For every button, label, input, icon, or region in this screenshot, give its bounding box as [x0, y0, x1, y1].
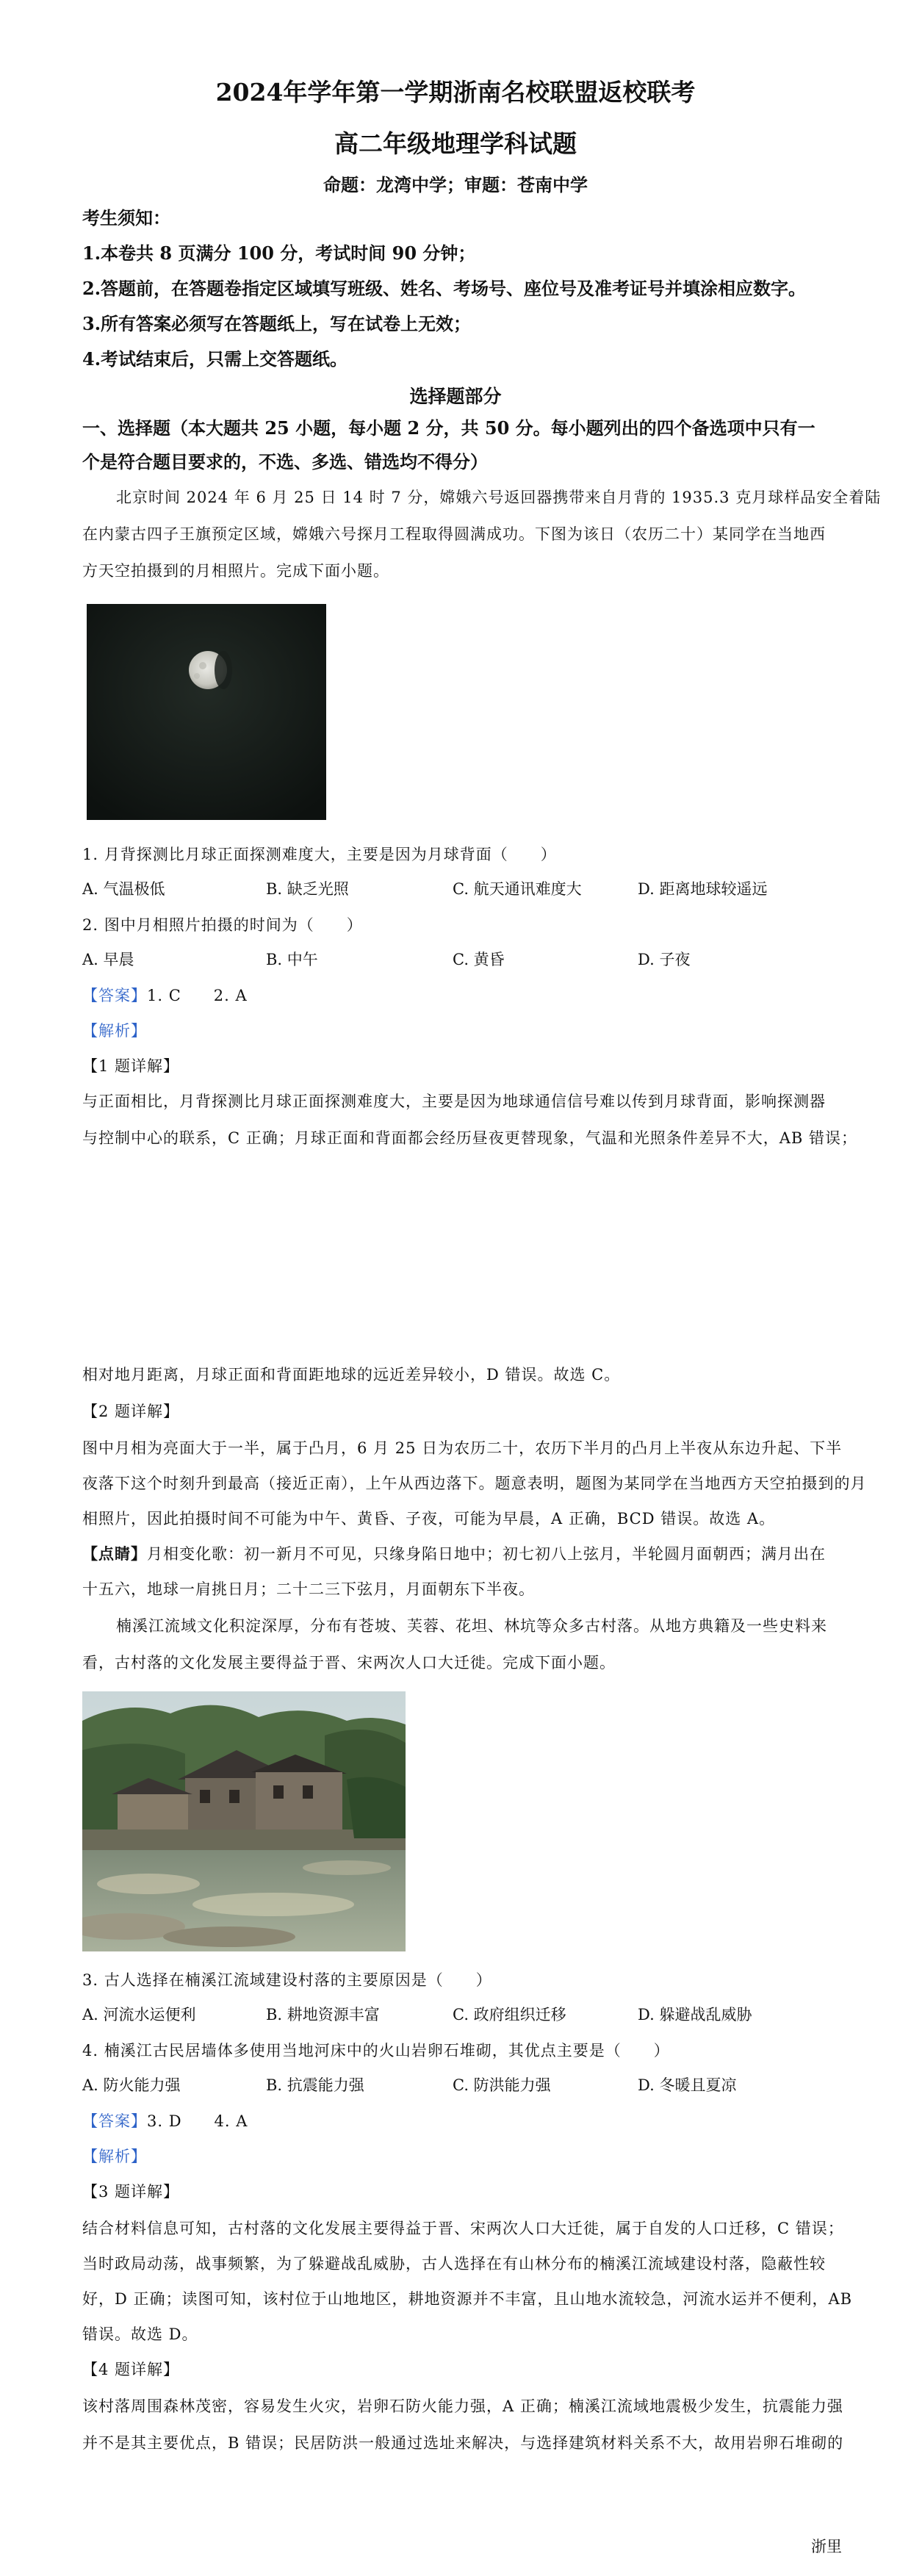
option-d: D. 躲避战乱威胁 [638, 2006, 752, 2023]
moon-photo [87, 604, 326, 820]
option-c: C. 航天通讯难度大 [453, 880, 582, 898]
option-a: A. 早晨 [82, 951, 134, 968]
village-photo [82, 1691, 406, 1951]
question-stem: 2. 图中月相照片拍摄的时间为（ ） [82, 916, 363, 934]
analysis-label: 【解析】 [82, 1022, 147, 1040]
detail-line: 错误。故选 D。 [82, 2325, 198, 2343]
detail-line: 好，D 正确；读图可知，该村位于山地地区，耕地资源并不丰富，且山地水流较急，河流水运并不便利，AB [82, 2290, 853, 2308]
tip-line: 十五六，地球一肩挑日月；二十二三下弦月，月面朝东下半夜。 [82, 1580, 535, 1598]
answer-label: 【答案】 [82, 987, 147, 1004]
tip-label: 【点睛】 [82, 1544, 147, 1563]
option-c: C. 黄昏 [453, 951, 505, 968]
tip-line [82, 1541, 839, 1566]
detail-line: 相对地月距离，月球正面和背面距地球的远近差异较小，D 错误。故选 C。 [82, 1366, 621, 1384]
detail-label: 【3 题详解】 [82, 2183, 180, 2201]
option-b: B. 抗震能力强 [266, 2076, 364, 2094]
question-stem: 1. 月背探测比月球正面探测难度大，主要是因为月球背面（ ） [82, 846, 557, 863]
option-b: B. 缺乏光照 [266, 880, 349, 898]
section-title: 选择题部分 [409, 386, 502, 407]
detail-label: 【2 题详解】 [82, 1403, 180, 1420]
detail-line: 相照片，因此拍摄时间不可能为中午、黄昏、子夜，可能为早晨，A 正确，BCD 错误。故选 A。 [82, 1510, 776, 1528]
detail-line: 该村落周围森林茂密，容易发生火灾，岩卵石防火能力强，A 正确；楠溪江流域地震极少发生，抗震能力强 [82, 2397, 843, 2415]
detail-label: 【1 题详解】 [82, 1057, 180, 1075]
detail-line: 与正面相比，月背探测比月球正面探测难度大，主要是因为地球通信信号难以传到月球背面，影响探测器 [82, 1093, 826, 1110]
notice-item: 4.考试结束后，只需上交答题纸。 [82, 348, 348, 370]
part-heading: 个是符合题目要求的，不选、多选、错选均不得分） [82, 451, 488, 472]
answer-line [82, 2109, 839, 2134]
notice-heading: 考生须知： [82, 207, 170, 229]
passage-line: 方天空拍摄到的月相照片。完成下面小题。 [82, 562, 389, 580]
question-stem: 4. 楠溪江古民居墙体多使用当地河床中的火山岩卵石堆砌，其优点主要是（ ） [82, 2042, 670, 2059]
passage-line: 楠溪江流域文化积淀深厚，分布有苍坡、芙蓉、花坦、林坑等众多古村落。从地方典籍及一些史料来 [116, 1617, 827, 1635]
answer-label: 【答案】 [82, 2112, 147, 2130]
option-d: D. 冬暖且夏凉 [638, 2076, 737, 2094]
option-d: D. 子夜 [638, 951, 691, 968]
detail-line: 并不是其主要优点，B 错误；民居防洪一般通过选址来解决，与选择建筑材料关系不大，故用岩卵石堆砌的 [82, 2434, 844, 2452]
detail-line: 结合材料信息可知，古村落的文化发展主要得益于晋、宋两次人口大迁徙，属于自发的人口迁移，C 错误； [82, 2220, 844, 2237]
exam-subtitle: 高二年级地理学科试题 [334, 129, 577, 158]
exam-authors: 命题：龙湾中学；审题：苍南中学 [323, 174, 588, 195]
tip-text: 月相变化歌：初一新月不可见，只缘身陷日地中；初七初八上弦月，半轮圆月面朝西；满月出在 [147, 1545, 826, 1563]
notice-item: 3.所有答案必须写在答题纸上，写在试卷上无效； [82, 313, 472, 334]
detail-line: 图中月相为亮面大于一半，属于凸月，6 月 25 日为农历二十，农历下半月的凸月上半夜从东边升起、下半 [82, 1439, 843, 1457]
answer-text: 3. D 4. A [147, 2112, 248, 2130]
passage-line: 北京时间 2024 年 6 月 25 日 14 时 7 分，嫦娥六号返回器携带来自月背的 1935.3 克月球样品安全着陆 [116, 489, 882, 506]
notice-item: 2.答题前，在答题卷指定区域填写班级、姓名、考场号、座位号及准考证号并填涂相应数字。 [82, 278, 807, 299]
page-footer: 浙里 [811, 2538, 842, 2555]
analysis-label: 【解析】 [82, 2148, 147, 2165]
option-a: A. 河流水运便利 [82, 2006, 196, 2023]
question-stem: 3. 古人选择在楠溪江流域建设村落的主要原因是（ ） [82, 1971, 492, 1989]
detail-line: 当时政局动荡，战事频繁，为了躲避战乱威胁，古人选择在有山林分布的楠溪江流域建设村落，隐蔽性较 [82, 2255, 826, 2273]
option-b: B. 中午 [266, 951, 318, 968]
detail-line: 与控制中心的联系，C 正确；月球正面和背面都会经历昼夜更替现象，气温和光照条件差异不大，AB 错误； [82, 1129, 858, 1147]
option-c: C. 政府组织迁移 [453, 2006, 566, 2023]
detail-label: 【4 题详解】 [82, 2361, 180, 2378]
exam-title: 2024年学年第一学期浙南名校联盟返校联考 [215, 78, 696, 107]
passage-line: 看，古村落的文化发展主要得益于晋、宋两次人口大迁徙。完成下面小题。 [82, 1654, 616, 1672]
option-c: C. 防洪能力强 [453, 2076, 551, 2094]
part-heading: 一、选择题（本大题共 25 小题，每小题 2 分，共 50 分。每小题列出的四个备选项中只有一 [82, 417, 815, 439]
option-b: B. 耕地资源丰富 [266, 2006, 380, 2023]
passage-line: 在内蒙古四子王旗预定区域，嫦娥六号探月工程取得圆满成功。下图为该日（农历二十）某同学在当地西 [82, 525, 826, 543]
option-a: A. 防火能力强 [82, 2076, 181, 2094]
detail-line: 夜落下这个时刻升到最高（接近正南），上午从西边落下。题意表明，题图为某同学在当地西方天空拍摄到的月 [82, 1475, 867, 1492]
answer-line [82, 983, 839, 1008]
option-a: A. 气温极低 [82, 880, 165, 898]
option-d: D. 距离地球较遥远 [638, 880, 768, 898]
notice-item: 1.本卷共 8 页满分 100 分，考试时间 90 分钟； [82, 242, 476, 264]
answer-text: 1. C 2. A [147, 987, 248, 1004]
